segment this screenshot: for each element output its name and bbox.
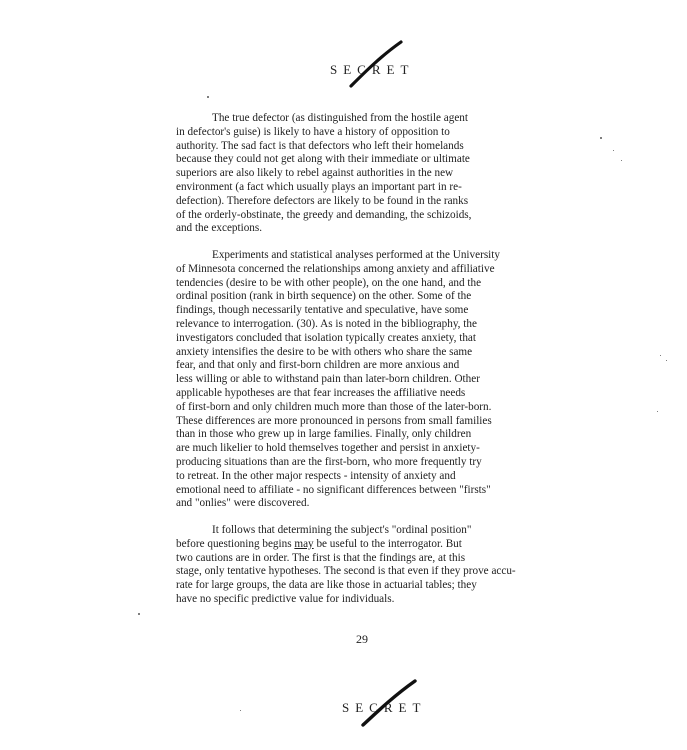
text-line: defection). Therefore defectors are likely to be found in the ranks xyxy=(176,194,469,207)
text-line: Experiments and statistical analyses performed at the University xyxy=(212,249,500,261)
text-line: anxiety intensifies the desire to be with others who share the same xyxy=(176,345,473,358)
text-line: less willing or able to withstand pain than later-born children. Other xyxy=(176,373,480,386)
text-line: two cautions are in order. The first is that the findings are, at this xyxy=(176,551,466,564)
text-line: applicable hypotheses are that fear increases the affiliative needs xyxy=(176,386,466,399)
page-number: 29 xyxy=(356,632,368,646)
footer-classification: SECRET xyxy=(342,700,427,715)
text-line: These differences are more pronounced in persons from small families xyxy=(176,414,492,427)
scan-speck xyxy=(600,137,602,139)
text-line: investigators concluded that isolation typically creates anxiety, that xyxy=(176,331,477,344)
text-line: fear, and that only and first-born children are more anxious and xyxy=(176,359,460,372)
text-line: to retreat. In the other major respects - intensity of anxiety and xyxy=(176,469,456,482)
text-line: findings, though necessarily tentative and speculative, have some xyxy=(176,304,469,317)
text-line: tendencies (desire to be with other people), on the one hand, and the xyxy=(176,276,482,289)
text-line: are much likelier to hold themselves together and persist in anxiety- xyxy=(176,442,480,455)
scan-speck xyxy=(138,613,140,615)
text-line: of first-born and only children much more than those of the later-born. xyxy=(176,400,492,413)
scan-speck xyxy=(657,411,658,412)
text-line: of the orderly-obstinate, the greedy and demanding, the schizoids, xyxy=(176,208,472,221)
text-line: in defector's guise) is likely to have a history of opposition to xyxy=(176,125,450,138)
text-line: of Minnesota concerned the relationships among anxiety and affiliative xyxy=(176,262,495,275)
text-line: because they could not get along with their immediate or ultimate xyxy=(176,153,470,166)
text-line: The true defector (as distinguished from the hostile agent xyxy=(212,112,468,124)
header-classification: SECRET xyxy=(330,62,415,77)
scan-speck xyxy=(666,360,667,361)
text-line: emotional need to affiliate - no significant differences between "firsts" xyxy=(176,483,491,496)
paragraph-ordinal-position xyxy=(176,524,596,607)
text-line: producing situations than are the first-born, who more frequently try xyxy=(176,455,482,468)
scan-speck xyxy=(240,710,241,711)
text-line: superiors are also likely to rebel against authorities in the new xyxy=(176,167,454,180)
scan-speck xyxy=(660,355,661,356)
paragraph-minnesota-experiments xyxy=(176,249,596,511)
paragraph-defector-history xyxy=(176,112,596,236)
text-line: have no specific predictive value for individuals. xyxy=(176,592,395,605)
text-line: authority. The sad fact is that defectors who left their homelands xyxy=(176,139,464,152)
emphasized-word: may xyxy=(294,537,314,550)
text-fragment: be useful to the interrogator. But xyxy=(313,537,462,550)
scan-speck xyxy=(207,96,209,98)
text-line: and "onlies" were discovered. xyxy=(176,497,310,510)
scan-speck xyxy=(613,150,614,151)
text-line: environment (a fact which usually plays an important part in re- xyxy=(176,180,462,193)
text-line: relevance to interrogation. (30). As is noted in the bibliography, the xyxy=(176,317,477,330)
text-line: and the exceptions. xyxy=(176,222,263,235)
text-fragment: before questioning begins xyxy=(176,537,295,550)
text-line: than in those who grew up in large families. Finally, only children xyxy=(176,428,472,441)
text-line: It follows that determining the subject's "ordinal position" xyxy=(212,524,472,536)
scan-speck xyxy=(621,160,622,161)
text-line: stage, only tentative hypotheses. The second is that even if they prove accu- xyxy=(176,565,516,578)
text-line: rate for large groups, the data are like those in actuarial tables; they xyxy=(176,579,477,592)
text-line-with-emphasis xyxy=(176,538,596,552)
text-line: ordinal position (rank in birth sequence) on the other. Some of the xyxy=(176,290,472,303)
